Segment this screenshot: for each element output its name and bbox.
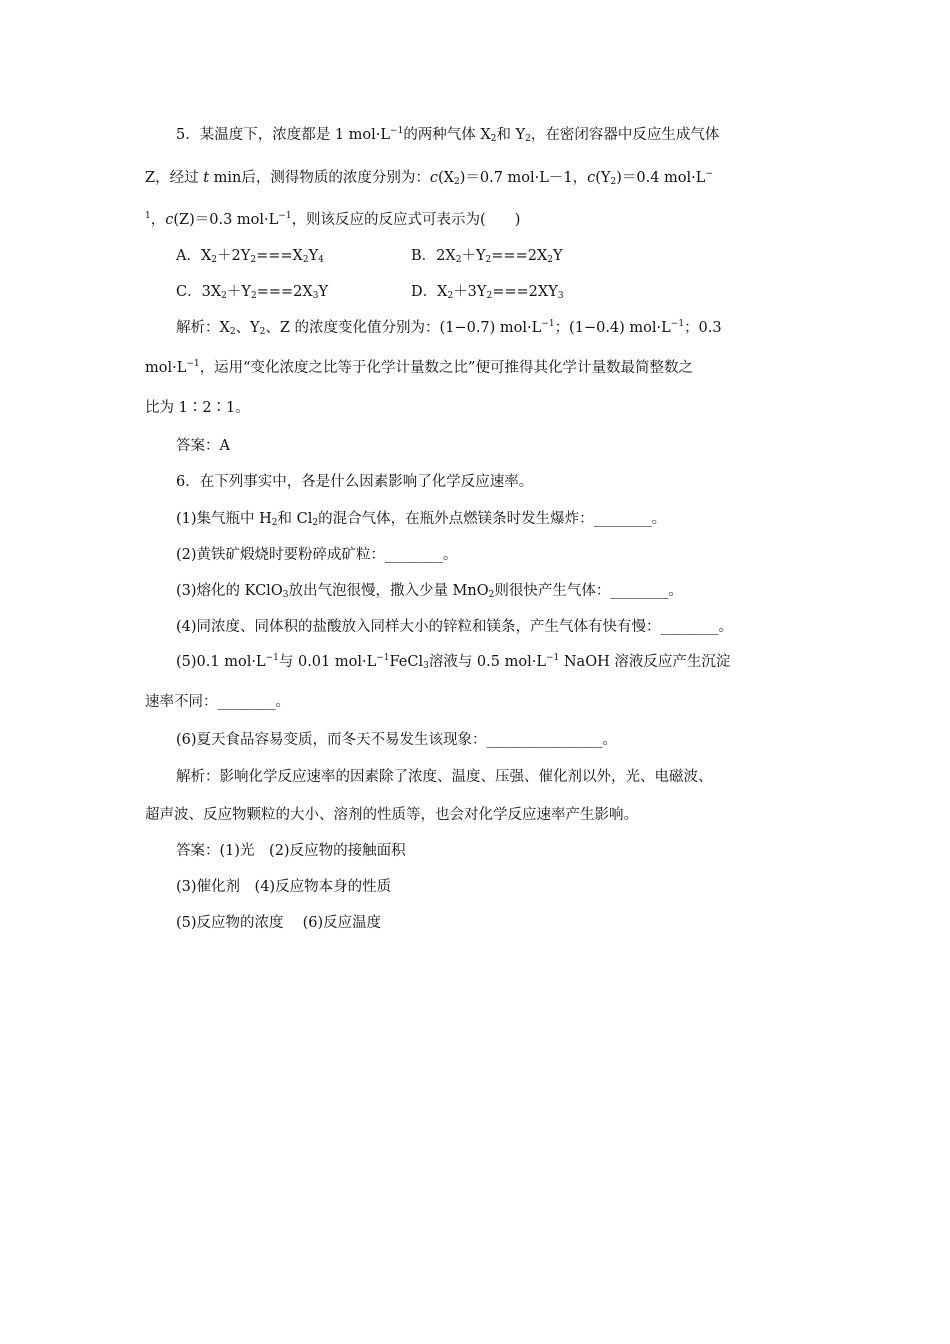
- q5-stem-line-2: Z，经过 t min后，测得物质的浓度分别为：$c(X_2)=0.7$ mol·L－1，$c(Y_2)=0.4$ mol·L−: [145, 169, 713, 187]
- q5-explanation-line-1: 解析：$X_2$、$Y_2$、Z 的浓度变化值分别为：(1−0.7) $mol\cdot L^{-1}$；(1−0.4) $mol\cdot L^{-1}$；0.3: [176, 319, 722, 337]
- q5-explanation-line-2: $mol\cdot L^{-1}$，运用“变化浓度之比等于化学计量数之比”便可推得其化学计量数最简整数之: [145, 359, 693, 376]
- q6-item-5-line-2: 速率不同：________。: [145, 694, 290, 710]
- q5-answer: 答案：A: [176, 438, 230, 454]
- q5-option-d: D．$X_2+3Y_2===2XY_3$: [411, 284, 564, 301]
- q6-item-3: (3)熔化的 KClO$_3$放出气泡很慢，撒入少量 MnO$_2$则很快产生气体：________。: [176, 583, 683, 600]
- q6-item-5-line-1: (5)0.1 $mol\cdot L^{-1}$与 0.01 $mol\cdot L^{-1}FeCl_3$溶液与 0.5 $mol\cdot L^{-1}$ NaOH 溶液反应产生沉淀: [176, 653, 731, 671]
- q6-answer-line-1: 答案：(1)光 (2)反应物的接触面积: [176, 843, 406, 859]
- q5-stem-line-1: 5．某温度下，浓度都是 1 $mol\cdot L^{-1}$的两种气体 $X_2$和 $Y_2$，在密闭容器中反应生成气体: [176, 126, 720, 144]
- q5-option-c: C．$3X_2+Y_2===2X_3Y$: [176, 284, 329, 301]
- q5-option-b: B．$2X_2+Y_2===2X_2Y$: [411, 248, 563, 265]
- q6-item-4: (4)同浓度、同体积的盐酸放入同样大小的锌粒和镁条，产生气体有快有慢：________。: [176, 619, 734, 635]
- q5-stem-line-3: $^1$，c(Z)＝0.3 $mol\cdot L^{-1}$，则该反应的反应式可表示为( ): [145, 211, 521, 228]
- q5-option-a: A．$X_2+2Y_2===X_2Y_4$: [176, 248, 324, 265]
- q6-item-2: (2)黄铁矿煅烧时要粉碎成矿粒：________。: [176, 547, 458, 563]
- q6-answer-line-2: (3)催化剂 (4)反应物本身的性质: [176, 879, 392, 895]
- q6-explanation-line-1: 解析：影响化学反应速率的因素除了浓度、温度、压强、催化剂以外，光、电磁波、: [176, 769, 713, 785]
- q6-item-1: (1)集气瓶中 $H_2$和 $Cl_2$的混合气体，在瓶外点燃镁条时发生爆炸：________。: [176, 511, 667, 528]
- q6-explanation-line-2: 超声波、反应物颗粒的大小、溶剂的性质等，也会对化学反应速率产生影响。: [145, 807, 638, 823]
- q6-answer-line-3: (5)反应物的浓度 (6)反应温度: [176, 915, 382, 931]
- q6-item-6: (6)夏天食品容易变质，而冬天不易发生该现象：________________。: [176, 732, 618, 748]
- q5-explanation-line-3: 比为 1∶2∶1。: [145, 400, 250, 416]
- q6-title: 6．在下列事实中，各是什么因素影响了化学反应速率。: [176, 474, 534, 490]
